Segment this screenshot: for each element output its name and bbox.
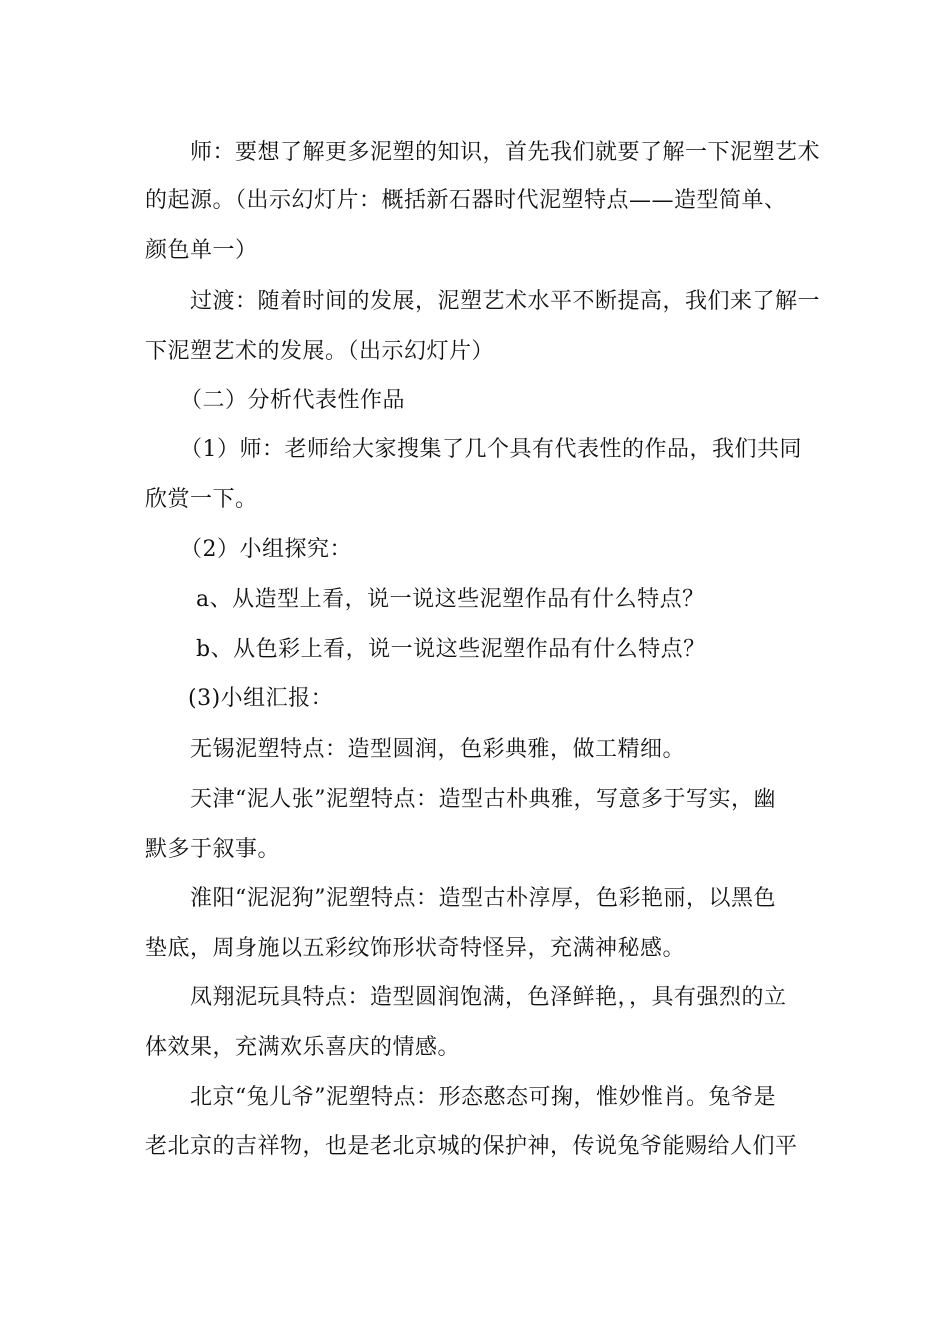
text-line: 体效果，充满欢乐喜庆的情感。 xyxy=(145,1035,461,1060)
text-line: a、从造型上看，说一说这些泥塑作品有什么特点？ xyxy=(196,587,705,612)
text-line: b、从色彩上看，说一说这些泥塑作品有什么特点？ xyxy=(196,637,706,662)
text-line: 天津“泥人张”泥塑特点：造型古朴典雅，写意多于写实，幽 xyxy=(190,787,776,812)
text-line: （2）小组探究： xyxy=(180,537,352,562)
text-line: 颜色单一） xyxy=(145,238,258,263)
section-heading: （二）分析代表性作品 xyxy=(180,388,406,413)
text-line: 老北京的吉祥物，也是老北京城的保护神，传说兔爷能赐给人们平 xyxy=(145,1134,798,1159)
text-line: 无锡泥塑特点：造型圆润，色彩典雅，做工精细。 xyxy=(190,737,686,762)
text-line: 下泥塑艺术的发展。（出示幻灯片） xyxy=(145,339,495,364)
text-line: 凤翔泥玩具特点：造型圆润饱满，色泽鲜艳，，具有强烈的立 xyxy=(190,985,787,1010)
text-line: 师：要想了解更多泥塑的知识，首先我们就要了解一下泥塑艺术 xyxy=(190,140,821,165)
text-line: （1）师：老师给大家搜集了几个具有代表性的作品，我们共同 xyxy=(180,437,802,462)
text-line: 北京“兔儿爷”泥塑特点：形态憨态可掬，惟妙惟肖。兔爷是 xyxy=(190,1085,776,1110)
text-line: 默多于叙事。 xyxy=(145,837,281,862)
text-line: (3)小组汇报： xyxy=(188,686,334,711)
text-line: 过渡：随着时间的发展，泥塑艺术水平不断提高，我们来了解一 xyxy=(190,289,821,314)
text-line: 欣赏一下。 xyxy=(145,487,258,512)
text-line: 的起源。（出示幻灯片：概括新石器时代泥塑特点——造型简单、 xyxy=(145,188,787,213)
text-line: 淮阳“泥泥狗”泥塑特点：造型古朴淳厚，色彩艳丽，以黑色 xyxy=(190,886,776,911)
text-line: 垫底，周身施以五彩纹饰形状奇特怪异，充满神秘感。 xyxy=(145,936,686,961)
